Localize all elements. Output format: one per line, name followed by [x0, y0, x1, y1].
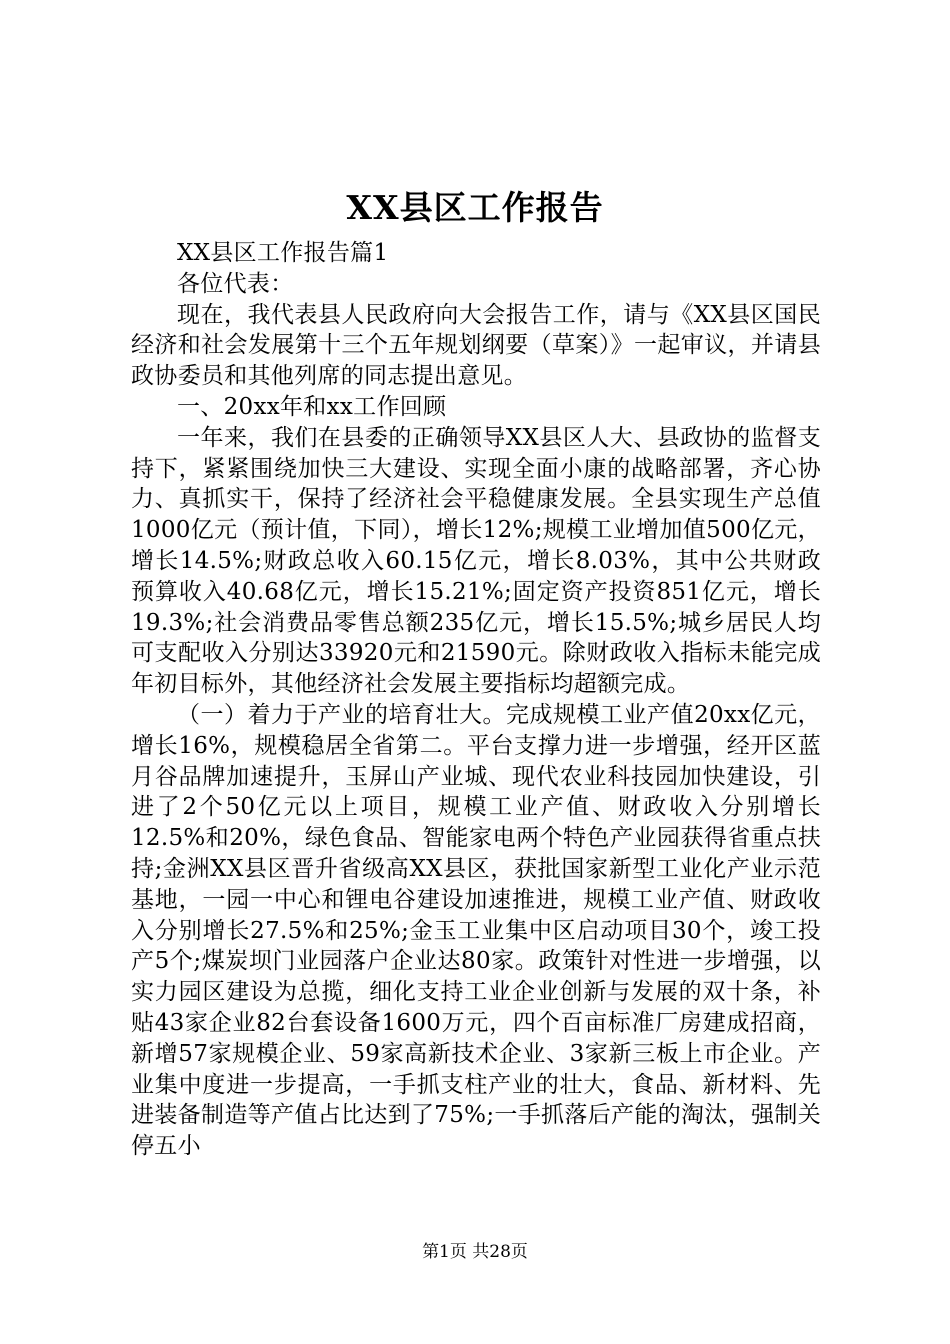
body-paragraph: 一年来，我们在县委的正确领导XX县区人大、县政协的监督支持下，紧紧围绕加快三大建设、实现全面小康的战略部署，齐心协力、真抓实干，保持了经济社会平稳健康发展。全县实现生产总值1000亿元（预计值，下同），增长12%;规模工业增加值500亿元，增长14.5%;财政总收入60.15亿元，增长8.03%，其中公共财政预算收入40.68亿元，增长15.21%;固定资产投资851亿元，增长19.3%;社会消费品零售总额235亿元，增长15.5%;城乡居民人均可支配收入分别达33920元和21590元。除财政收入指标未能完成年初目标外，其他经济社会发展主要指标均超额完成。	[131, 424, 821, 698]
document-title: XX县区工作报告	[346, 188, 604, 227]
body-paragraph: 现在，我代表县人民政府向大会报告工作，请与《XX县区国民经济和社会发展第十三个五年规划纲要（草案）》一起审议，并请县政协委员和其他列席的同志提出意见。	[131, 301, 821, 390]
body-paragraph: （一）着力于产业的培育壮大。完成规模工业产值20xx亿元，增长16%，规模稳居全省第二。平台支撑力进一步增强，经开区蓝月谷品牌加速提升，玉屏山产业城、现代农业科技园加快建设，引进了2个50亿元以上项目，规模工业产值、财政收入分别增长12.5%和20%，绿色食品、智能家电两个特色产业园获得省重点扶持;金洲XX县区晋升省级高XX县区，获批国家新型工业化产业示范基地，一园一中心和锂电谷建设加速推进，规模工业产值、财政收入分别增长27.5%和25%;金玉工业集中区启动项目30个，竣工投产5个;煤炭坝门业园落户企业达80家。政策针对性进一步增强，以实力园区建设为总揽，细化支持工业企业创新与发展的双十条，补贴43家企业82台套设备1600万元，四个百亩标准厂房建成招商，新增57家规模企业、59家高新技术企业、3家新三板上市企业。产业集中度进一步提高，一手抓支柱产业的壮大，食品、新材料、先进装备制造等产值占比达到了75%;一手抓落后产能的淘汰，强制关停五小	[131, 701, 821, 1160]
salutation: 各位代表：	[177, 270, 294, 297]
section-heading: 一、20xx年和xx工作回顾	[177, 393, 447, 420]
section-heading: XX县区工作报告篇1	[177, 240, 389, 266]
page-footer: 第1页 共28页	[422, 1242, 528, 1262]
document-body	[131, 238, 821, 1162]
